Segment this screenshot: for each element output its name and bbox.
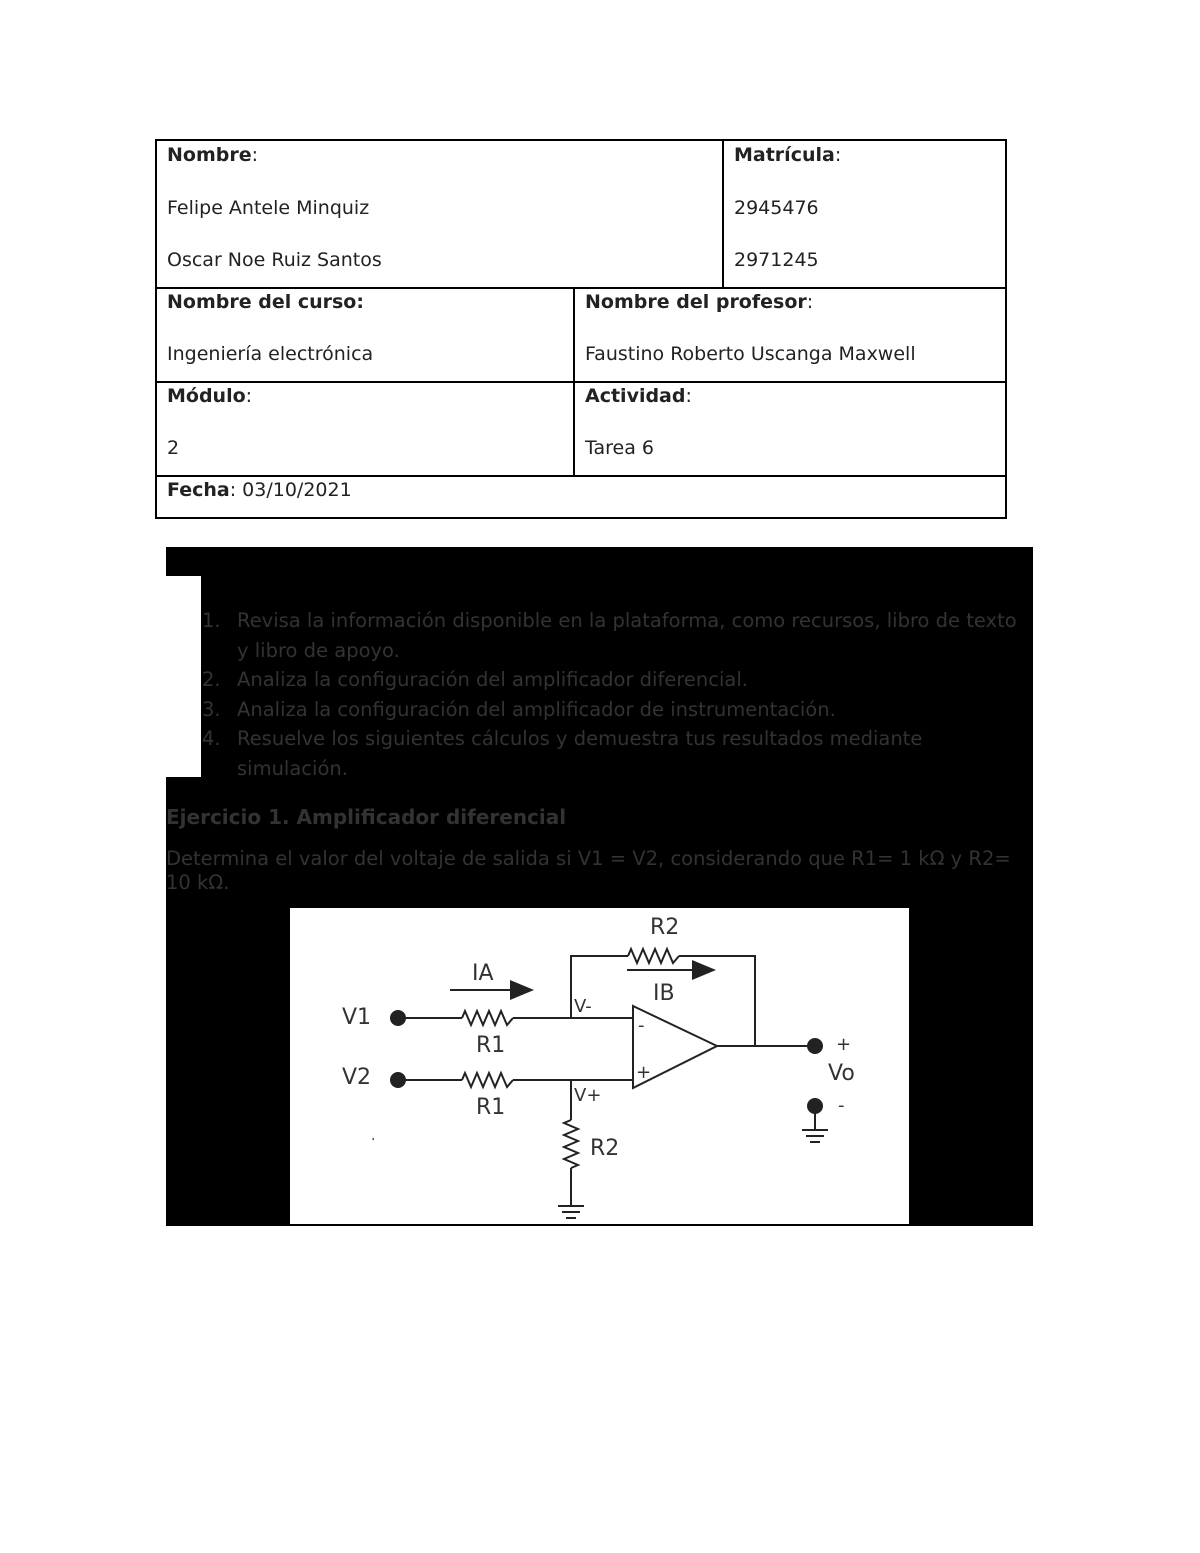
- cell-profesor: [573, 288, 1005, 381]
- label-r1-top: R1: [476, 1033, 506, 1058]
- label-out-plus: +: [836, 1034, 852, 1055]
- label-out-minus: -: [838, 1095, 845, 1116]
- list-item: 3. Analiza la configuración del amplificador de instrumentación.: [202, 697, 836, 721]
- fecha-value: 03/10/2021: [242, 479, 352, 501]
- label-r2-top: R2: [650, 915, 680, 940]
- actividad-value: Tarea 6: [585, 437, 654, 459]
- label-dot: .: [371, 1128, 376, 1144]
- label-ia: IA: [472, 961, 494, 986]
- profesor-value: Faustino Roberto Uscanga Maxwell: [585, 343, 916, 365]
- label-noninverting: +: [636, 1062, 652, 1083]
- nombre-value-2: Oscar Noe Ruiz Santos: [167, 249, 382, 271]
- curso-value: Ingeniería electrónica: [167, 343, 374, 365]
- label-inverting: -: [638, 1015, 645, 1036]
- label-v-minus: V-: [574, 996, 592, 1017]
- white-notch: [166, 576, 201, 777]
- list-item: 1. Revisa la información disponible en la plataforma, como recursos, libro de texto y libro de apoyo.: [202, 609, 1017, 662]
- cell-actividad: [573, 382, 1005, 475]
- cell-fecha: [157, 476, 1005, 519]
- exercise-text: Determina el valor del voltaje de salida si V1 = V2, considerando que R1= 1 kΩ y R2= 10 kΩ.: [166, 847, 1011, 894]
- exercise-title: Ejercicio 1. Amplificador diferencial: [166, 805, 567, 829]
- label-vo: Vo: [828, 1061, 855, 1086]
- modulo-label: Módulo:: [167, 385, 253, 407]
- cell-nombre: [157, 141, 723, 287]
- row-module: [157, 382, 1005, 477]
- row-names: [157, 141, 1005, 289]
- nombre-value-1: Felipe Antele Minquiz: [167, 197, 370, 219]
- instruction-list: [202, 606, 1022, 783]
- info-table: [155, 139, 1007, 519]
- list-item: 2. Analiza la configuración del amplificador diferencial.: [202, 668, 748, 691]
- row-date: [157, 476, 1005, 519]
- matricula-value-1: 2945476: [734, 197, 819, 219]
- circuit-diagram: [290, 908, 909, 1224]
- label-ib: IB: [653, 981, 675, 1006]
- fecha-label: Fecha: 03/10/2021: [167, 479, 352, 501]
- label-r2-bottom: R2: [590, 1136, 620, 1161]
- label-r1-bottom: R1: [476, 1095, 506, 1120]
- cell-matricula: [722, 141, 1005, 287]
- list-item: 4. Resuelve los siguientes cálculos y demuestra tus resultados mediante simulación.: [202, 727, 923, 780]
- label-v2: V2: [342, 1065, 372, 1090]
- label-v-plus: V+: [574, 1085, 602, 1106]
- modulo-value: 2: [167, 437, 180, 459]
- matricula-value-2: 2971245: [734, 249, 819, 271]
- curso-label: Nombre del curso:: [167, 291, 364, 313]
- profesor-label: Nombre del profesor:: [585, 291, 814, 313]
- cell-curso: [157, 288, 574, 381]
- actividad-label: Actividad:: [585, 385, 692, 407]
- row-course: [157, 288, 1005, 383]
- label-v1: V1: [342, 1005, 372, 1030]
- matricula-label: Matrícula:: [734, 144, 842, 166]
- assignment-block: [166, 547, 1033, 1226]
- cell-modulo: [157, 382, 574, 475]
- nombre-label: Nombre:: [167, 144, 259, 166]
